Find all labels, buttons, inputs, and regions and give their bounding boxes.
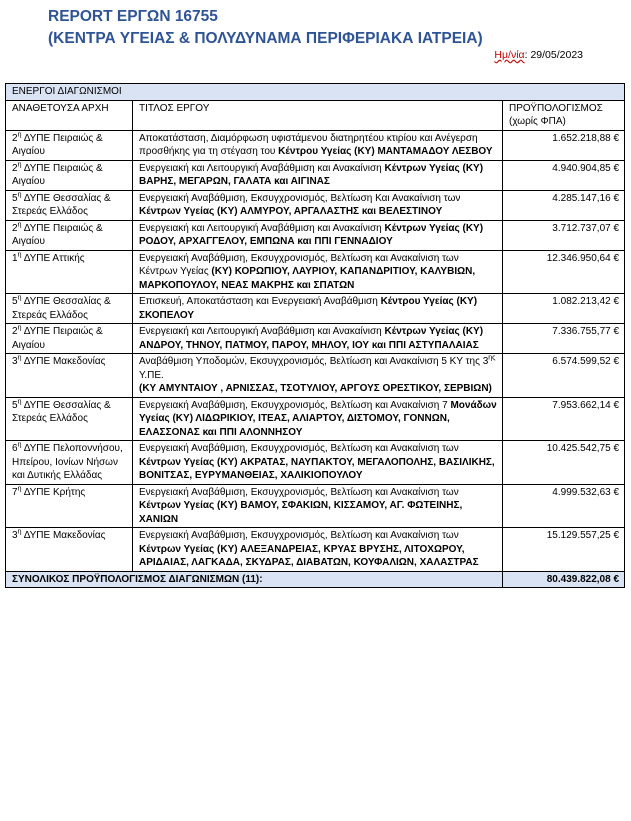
report-title-line1: REPORT ΕΡΓΩΝ 16755 [48,8,218,25]
authority-number: 1 [12,252,18,264]
project-title-text-cont: Υ.ΠΕ. [139,369,164,381]
authority-cell [6,190,133,220]
authority-cell [6,130,133,160]
authority-number: 2 [12,326,18,337]
budget-cell: 10.425.542,75 € [503,441,625,485]
project-title-cell [133,220,503,250]
authority-name: ΔΥΠΕ Θεσσαλίας & Στερεάς Ελλάδος [12,399,111,424]
authority-ordinal: η [17,251,22,259]
table-row [6,294,625,324]
project-title-cell [133,324,503,354]
authority-number: 2 [12,162,18,174]
project-title-sup: ης [488,354,496,362]
authority-cell [6,220,133,250]
authority-cell [6,441,133,485]
authority-number: 6 [12,443,18,454]
table-row [6,441,625,485]
budget-cell: 6.574.599,52 € [503,354,625,398]
project-title-bold: Κέντρων Υγείας (ΚΥ) ΑΚΡΑΤΑΣ, ΝΑΥΠΑΚΤΟΥ, ΜΕΓΑΛΟΠΟΛΗΣ, ΒΑΣΙΛΙΚΗΣ, ΒΟΝΙΤΣΑΣ, ΕΥΡΥΜΑΝΘΕΙΑΣ, ΧΑΛΙΚΙΟΠΟΥΛΟΥ [139,456,495,481]
project-title-cell [133,441,503,485]
project-title-cell [133,484,503,528]
authority-ordinal: η [17,441,22,449]
project-title-cell [133,160,503,190]
project-title-bold: Κέντρου Υγείας (ΚΥ) ΣΚΟΠΕΛΟΥ [139,296,478,321]
section-title: ΕΝΕΡΓΟΙ ΔΙΑΓΩΝΙΣΜΟΙ [6,84,625,101]
total-row [6,571,625,588]
project-title-bold: Κέντρων Υγείας (ΚΥ) ΒΑΡΗΣ, ΜΕΓΑΡΩΝ, ΓΑΛΑΤΑ και ΑΙΓΙΝΑΣ [139,162,484,187]
authority-cell [6,528,133,572]
authority-ordinal: η [17,131,22,139]
authority-name: ΔΥΠΕ Μακεδονίας [23,530,106,541]
authority-cell [6,484,133,528]
table-row [6,354,625,398]
project-title-text: Ενεργειακή Αναβάθμιση, Εκσυγχρονισμός, Βελτίωση και Ανακαίνιση των [139,530,459,541]
project-title-text: Αποκατάσταση, Διαμόρφωση υφιστάμενου διατηρητέου κτιρίου και Ανέγερση προσθήκης για τη στέγαση του [139,132,478,157]
header-budget [503,100,625,130]
authority-name: ΔΥΠΕ Πελοποννήσου, Ηπείρου, Ιονίων Νήσων και Δυτικής Ελλάδας [12,443,123,481]
project-title-text: Ενεργειακή Αναβάθμιση, Εκσυγχρονισμός, Βελτίωση και Ανακαίνιση των Κέντρων Υγείας [139,252,459,277]
report-title [48,6,483,50]
project-title-bold: Κέντρων Υγείας (ΚΥ) ΑΝΔΡΟΥ, ΤΗΝΟΥ, ΠΑΤΜΟΥ, ΠΑΡΟΥ, ΜΗΛΟΥ, ΙΟΥ και ΠΠΙ ΑΣΤΥΠΑΛΑΙΑΣ [139,326,484,351]
project-title-bold: (ΚΥ) ΚΟΡΩΠΙΟΥ, ΛΑΥΡΙΟΥ, ΚΑΠΑΝΔΡΙΤΙΟΥ, ΚΑΛΥΒΙΩΝ, ΜΑΡΚΟΠΟΥΛΟΥ, ΝΕΑΣ ΜΑΚΡΗΣ και ΣΠΑΤΩΝ [139,266,476,291]
project-title-bold: (ΚΥ ΑΜΥΝΤΑΙΟΥ , ΑΡΝΙΣΣΑΣ, ΤΣΟΤΥΛΙΟΥ, ΑΡΓΟΥΣ ΟΡΕΣΤΙΚΟΥ, ΣΕΡΒΙΩΝ) [139,383,492,394]
table-row [6,324,625,354]
project-title-bold: Κέντρων Υγείας (ΚΥ) ΡΟΔΟΥ, ΑΡΧΑΓΓΕΛΟΥ, ΕΜΠΩΝΑ και ΠΠΙ ΓΕΝΝΑΔΙΟΥ [139,222,484,247]
project-title-text: Επισκευή, Αποκατάσταση και Ενεργειακή Αναβάθμιση [139,296,381,307]
project-title-bold: Κέντρου Υγείας (ΚΥ) ΜΑΝΤΑΜΑΔΟΥ ΛΕΣΒΟΥ [278,146,493,157]
budget-cell: 7.336.755,77 € [503,324,625,354]
project-title-text: Ενεργειακή και Λειτουργική Αναβάθμιση και Ανακαίνιση [139,162,385,174]
table-row [6,190,625,220]
header-row [6,100,625,130]
authority-cell [6,324,133,354]
header-title: ΤΙΤΛΟΣ ΕΡΓΟΥ [133,100,503,130]
authority-cell [6,354,133,398]
authority-name: ΔΥΠΕ Πειραιώς & Αιγαίου [12,132,103,157]
authority-ordinal: η [17,294,22,302]
authority-name: ΔΥΠΕ Πειραιώς & Αιγαίου [12,326,103,351]
project-title-bold: Κέντρων Υγείας (ΚΥ) ΑΛΕΞΑΝΔΡΕΙΑΣ, ΚΡΥΑΣ ΒΡΥΣΗΣ, ΛΙΤΟΧΩΡΟΥ, ΑΡΙΔΑΙΑΣ, ΛΑΓΚΑΔΑ, ΣΚΥΔΡΑΣ, ΔΙΑΒΑΤΩΝ, ΚΟΥΦΑΛΙΩΝ, ΧΑΛΑΣΤΡΑΣ [139,543,479,568]
project-title-bold: Κέντρων Υγείας (ΚΥ) ΒΑΜΟΥ, ΣΦΑΚΙΩΝ, ΚΙΣΣΑΜΟΥ, ΑΓ. ΦΩΤΕΙΝΗΣ, ΧΑΝΙΩΝ [139,500,463,525]
authority-ordinal: η [17,354,22,362]
authority-ordinal: η [17,161,22,169]
project-title-bold: Κέντρων Υγείας (ΚΥ) ΑΛΜΥΡΟΥ, ΑΡΓΑΛΑΣΤΗΣ και ΒΕΛΕΣΤΙΝΟΥ [139,206,443,217]
project-title-text: Ενεργειακή και Λειτουργική Αναβάθμιση και Ανακαίνιση [139,326,385,337]
date-value: : 29/05/2023 [524,49,583,61]
project-title-text: Αναβάθμιση Υποδομών, Εκσυγχρονισμός, Βελτίωση και Ανακαίνιση 5 ΚΥ της 3 [139,356,489,367]
authority-cell [6,294,133,324]
authority-number: 5 [12,296,18,307]
budget-cell: 1.652.218,88 € [503,130,625,160]
table-row [6,250,625,294]
authority-name: ΔΥΠΕ Θεσσαλίας & Στερεάς Ελλάδος [12,192,111,217]
budget-cell: 4.940.904,85 € [503,160,625,190]
authority-number: 7 [12,486,18,498]
project-title-text: Ενεργειακή Αναβάθμιση, Εκσυγχρονισμός, Βελτίωση και Ανακαίνιση των [139,486,459,498]
header-authority: ΑΝΑΘΕΤΟΥΣΑ ΑΡΧΗ [6,100,133,130]
project-title-cell [133,250,503,294]
total-amount: 80.439.822,08 € [503,571,625,588]
project-title-cell [133,354,503,398]
budget-cell: 4.999.532,63 € [503,484,625,528]
table-row [6,484,625,528]
authority-number: 2 [12,222,18,234]
header-budget-line2: (χωρίς ΦΠΑ) [509,116,566,127]
section-row [6,84,625,101]
project-title-cell [133,528,503,572]
project-title-cell [133,130,503,160]
budget-cell: 3.712.737,07 € [503,220,625,250]
authority-ordinal: η [17,191,22,199]
authority-number: 3 [12,356,18,367]
project-title-text: Ενεργειακή Αναβάθμιση, Εκσυγχρονισμός, Βελτίωση Και Ανακαίνιση των [139,192,461,204]
authority-name: ΔΥΠΕ Κρήτης [23,486,86,498]
project-title-cell [133,190,503,220]
authority-number: 5 [12,192,18,204]
authority-ordinal: η [17,324,22,332]
authority-cell [6,397,133,441]
budget-cell: 12.346.950,64 € [503,250,625,294]
authority-cell [6,250,133,294]
table-row [6,528,625,572]
project-title-cell [133,397,503,441]
project-title-text: Ενεργειακή Αναβάθμιση, Εκσυγχρονισμός, Βελτίωση και Ανακαίνιση των [139,443,459,454]
budget-cell: 15.129.557,25 € [503,528,625,572]
report-date [494,49,583,61]
authority-number: 2 [12,132,18,144]
table-row [6,220,625,250]
table-row [6,397,625,441]
total-label: ΣΥΝΟΛΙΚΟΣ ΠΡΟΫΠΟΛΟΓΙΣΜΟΣ ΔΙΑΓΩΝΙΣΜΩΝ (11): [6,571,503,588]
project-title-text: Ενεργειακή και Λειτουργική Αναβάθμιση και Ανακαίνιση [139,222,385,234]
authority-ordinal: η [17,398,22,406]
authority-ordinal: η [17,528,22,536]
authority-name: ΔΥΠΕ Πειραιώς & Αιγαίου [12,162,103,187]
authority-ordinal: η [17,485,22,493]
budget-cell: 4.285.147,16 € [503,190,625,220]
authority-name: ΔΥΠΕ Πειραιώς & Αιγαίου [12,222,103,247]
authority-ordinal: η [17,221,22,229]
budget-cell: 1.082.213,42 € [503,294,625,324]
table-row [6,160,625,190]
date-label: Ημ/νία [494,49,525,61]
table-row [6,130,625,160]
authority-number: 3 [12,530,18,541]
authority-name: ΔΥΠΕ Θεσσαλίας & Στερεάς Ελλάδος [12,296,111,321]
project-title-cell [133,294,503,324]
project-title-bold: Μονάδων Υγείας (ΚΥ) ΛΙΔΩΡΙΚΙΟΥ, ΙΤΕΑΣ, ΑΛΙΑΡΤΟΥ, ΔΙΣΤΟΜΟΥ, ΓΟΝΝΩΝ, ΕΛΑΣΣΟΝΑΣ και ΠΠΙ ΑΛΟΝΝΗΣΟΥ [139,399,497,438]
report-title-line2: (ΚΕΝΤΡΑ ΥΓΕΙΑΣ & ΠΟΛΥΔΥΝΑΜΑ ΠΕΡΙΦΕΡΙΑΚΑ ΙΑΤΡΕΙΑ) [48,30,483,47]
project-title-text: Ενεργειακή Αναβάθμιση, Εκσυγχρονισμός, Βελτίωση και Ανακαίνιση 7 [139,399,451,411]
header-budget-line1: ΠΡΟΫΠΟΛΟΓΙΣΜΟΣ [509,102,603,114]
authority-cell [6,160,133,190]
authority-name: ΔΥΠΕ Αττικής [23,252,85,264]
projects-table [5,83,625,588]
authority-number: 5 [12,399,18,411]
budget-cell: 7.953.662,14 € [503,397,625,441]
authority-name: ΔΥΠΕ Μακεδονίας [23,356,106,367]
